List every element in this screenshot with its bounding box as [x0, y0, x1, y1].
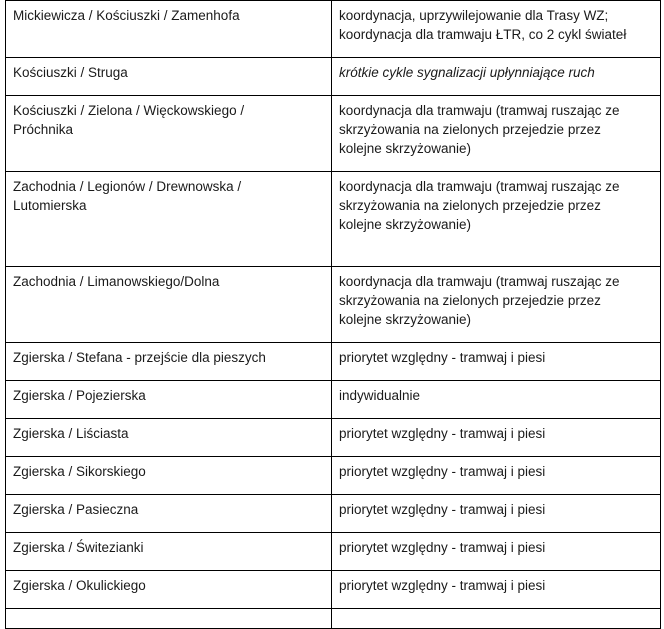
location-cell: [6, 58, 332, 96]
table-row: [6, 1, 661, 58]
description-text: priorytet względny - tramwaj i piesi: [338, 502, 546, 517]
description-text: priorytet względny - tramwaj i piesi: [338, 426, 546, 441]
description-text: koordynacja dla tramwaju (tramwaj ruszając ze skrzyżowania na zielonych przejedzie przez kolejne skrzyżowanie): [338, 179, 620, 232]
table-row: [6, 381, 661, 419]
location-text: Kościuszki / Zielona / Więckowskiego / Próchnika: [13, 103, 245, 137]
location-cell: [6, 381, 332, 419]
description-cell: [331, 609, 660, 629]
description-cell: [331, 381, 660, 419]
location-cell: [6, 172, 332, 267]
description-cell: [331, 343, 660, 381]
table-row: [6, 609, 661, 629]
location-cell: [6, 571, 332, 609]
location-cell: [6, 96, 332, 172]
location-text: Zachodnia / Legionów / Drewnowska / Lutomierska: [13, 179, 242, 213]
description-cell: [331, 58, 660, 96]
location-text: Zgierska / Sikorskiego: [13, 464, 146, 479]
description-cell: [331, 457, 660, 495]
description-cell: [331, 495, 660, 533]
description-text: koordynacja, uprzywilejowanie dla Trasy WZ; koordynacja dla tramwaju ŁTR, co 2 cykl świateł: [338, 8, 627, 42]
description-text: priorytet względny - tramwaj i piesi: [338, 350, 546, 365]
description-cell: [331, 571, 660, 609]
table-row: [6, 419, 661, 457]
location-text: Mickiewicza / Kościuszki / Zamenhofa: [13, 8, 240, 23]
description-cell: [331, 267, 660, 343]
location-cell: [6, 495, 332, 533]
table-row: [6, 457, 661, 495]
table-row: [6, 495, 661, 533]
description-text: priorytet względny - tramwaj i piesi: [338, 464, 546, 479]
description-cell: [331, 96, 660, 172]
location-text: Zgierska / Liściasta: [13, 426, 129, 441]
location-text: Kościuszki / Struga: [13, 65, 128, 80]
description-text: krótkie cykle sygnalizacji upłynniające ruch: [338, 65, 595, 80]
table-row: [6, 533, 661, 571]
location-cell: [6, 457, 332, 495]
location-cell: [6, 419, 332, 457]
location-text: Zgierska / Stefana - przejście dla pieszych: [13, 350, 266, 365]
description-cell: [331, 1, 660, 58]
table-row: [6, 172, 661, 267]
table-row: [6, 267, 661, 343]
location-cell: [6, 343, 332, 381]
location-cell: [6, 267, 332, 343]
table-row: [6, 343, 661, 381]
description-text: koordynacja dla tramwaju (tramwaj ruszając ze skrzyżowania na zielonych przejedzie przez kolejne skrzyżowanie): [338, 103, 620, 156]
description-text: priorytet względny - tramwaj i piesi: [338, 578, 546, 593]
description-cell: [331, 419, 660, 457]
location-text: Zgierska / Świtezianki: [13, 540, 144, 555]
location-text: Zgierska / Pasieczna: [13, 502, 139, 517]
location-cell: [6, 1, 332, 58]
description-text: indywidualnie: [338, 388, 421, 403]
table-row: [6, 58, 661, 96]
description-text: koordynacja dla tramwaju (tramwaj ruszając ze skrzyżowania na zielonych przejedzie przez kolejne skrzyżowanie): [338, 274, 620, 327]
table-row: [6, 96, 661, 172]
table-row: [6, 571, 661, 609]
location-text: Zachodnia / Limanowskiego/Dolna: [13, 274, 220, 289]
description-text: priorytet względny - tramwaj i piesi: [338, 540, 546, 555]
intersection-signal-table: [5, 0, 661, 629]
location-text: Zgierska / Pojezierska: [13, 388, 146, 403]
description-cell: [331, 172, 660, 267]
location-cell: [6, 609, 332, 629]
description-cell: [331, 533, 660, 571]
location-cell: [6, 533, 332, 571]
location-text: Zgierska / Okulickiego: [13, 578, 146, 593]
